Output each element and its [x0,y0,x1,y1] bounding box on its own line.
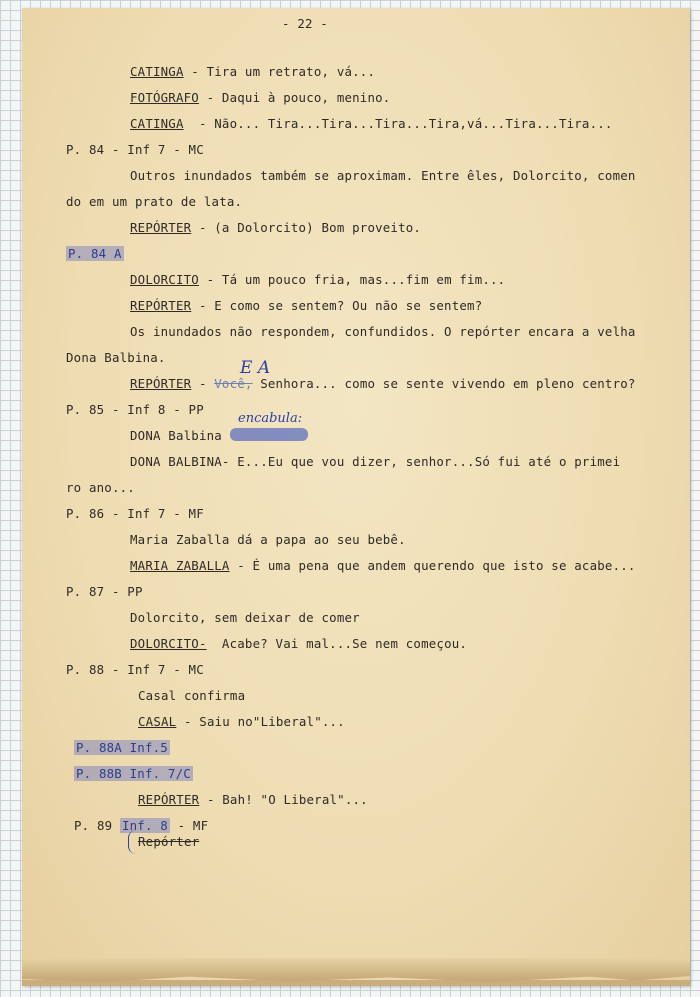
stage-direction: Outros inundados também se aproximam. Entre êles, Dolorcito, comen [130,168,636,183]
speaker-name: REPÓRTER [138,792,200,807]
line-maria-zaballa [130,558,636,573]
struck-text: P. 84 A [68,246,122,261]
struck-text: P. 88A Inf.5 [76,740,168,755]
line-dolorcito-2 [130,636,467,651]
dialogue-text: - E como se sentem? Ou não se sentem? [191,298,483,313]
speaker-name: DOLORCITO [130,272,199,287]
struck-shot-84a [66,246,124,261]
speaker-name: CASAL [138,714,177,729]
speaker-name: CATINGA [130,116,184,131]
speaker-name: CATINGA [130,64,184,79]
line-dolorcito-1 [130,272,505,287]
line-reporter-4 [138,792,368,807]
speaker-name: DOLORCITO- [130,636,207,651]
dialogue-text: - Tira um retrato, vá... [183,64,376,79]
speaker-name: MARIA ZABALLA [130,558,230,573]
typed-page [22,8,690,986]
struck-shot-88b [74,766,193,781]
line-dona-balbina: DONA BALBINA- E...Eu que vou dizer, senhor...Só fui até o primei [130,454,621,469]
speaker-name: REPÓRTER [130,298,192,313]
dialogue-text: - Não... Tira...Tira...Tira...Tira,vá...Tira...Tira... [183,116,613,131]
dialogue-text: Senhora... como se sente vivendo em pleno centro? [252,376,636,391]
speaker-name: FOTÓGRAFO [130,90,199,105]
line-dona-balbina-cont: ro ano... [66,480,135,495]
line-reporter-1 [130,220,421,235]
handwritten-note: encabula: [238,411,303,426]
struck-shot-88a [74,740,170,755]
dialogue-text: Acabe? Vai mal...Se nem começou. [206,636,468,651]
dialogue-text: - (a Dolorcito) Bom proveito. [191,220,422,235]
struck-text: P. 88B Inf. 7/C [76,766,191,781]
page-number: - 22 - [282,16,328,31]
shot-heading-87: P. 87 - PP [66,584,143,599]
shot-heading-86: P. 86 - Inf 7 - MF [66,506,204,521]
stage-direction-5: Casal confirma [138,688,246,703]
struck-word: Você, [214,376,253,391]
speaker-name: REPÓRTER [130,220,192,235]
stage-direction-cont: do em um prato de lata. [66,194,243,209]
shot-heading-88: P. 88 - Inf 7 - MC [66,662,204,677]
ink-redaction [230,428,308,441]
stage-direction-2: Os inundados não respondem, confundidos. O repórter encara a velha [130,324,636,339]
line-casal [138,714,345,729]
shot-heading-89: P. 89 Inf. 8 - MF [74,818,209,833]
character-direction: DONA Balbina [130,428,222,443]
line-catinga-2 [130,116,613,131]
line-reporter-2 [130,298,482,313]
shot-heading-85: P. 85 - Inf 8 - PP [66,402,204,417]
struck-text: Inf. 8 [121,818,168,833]
dialogue-text: - Tá um pouco fria, mas...fim em fim... [198,272,506,287]
line-reporter-3: REPÓRTER - Você, Senhora... como se sente vivendo em pleno centro? [130,376,636,391]
dialogue-text: - É uma pena que andem querendo que isto se acabe... [229,558,636,573]
stage-direction-4: Dolorcito, sem deixar de comer [130,610,360,625]
shot-heading-84: P. 84 - Inf 7 - MC [66,142,204,157]
stage-direction-2-cont: Dona Balbina. [66,350,166,365]
stage-direction-3: Maria Zaballa dá a papa ao seu bebê. [130,532,406,547]
line-catinga-1 [130,64,375,79]
dialogue-text: - Bah! "O Liberal"... [199,792,368,807]
dialogue-text: - Daqui à pouco, menino. [198,90,391,105]
dialogue-text: - Saiu no"Liberal"... [176,714,345,729]
handwritten-correction: E A [240,358,271,378]
struck-reporter: Repórter [138,834,200,849]
line-fotografo [130,90,390,105]
speaker-name: REPÓRTER [130,376,192,391]
